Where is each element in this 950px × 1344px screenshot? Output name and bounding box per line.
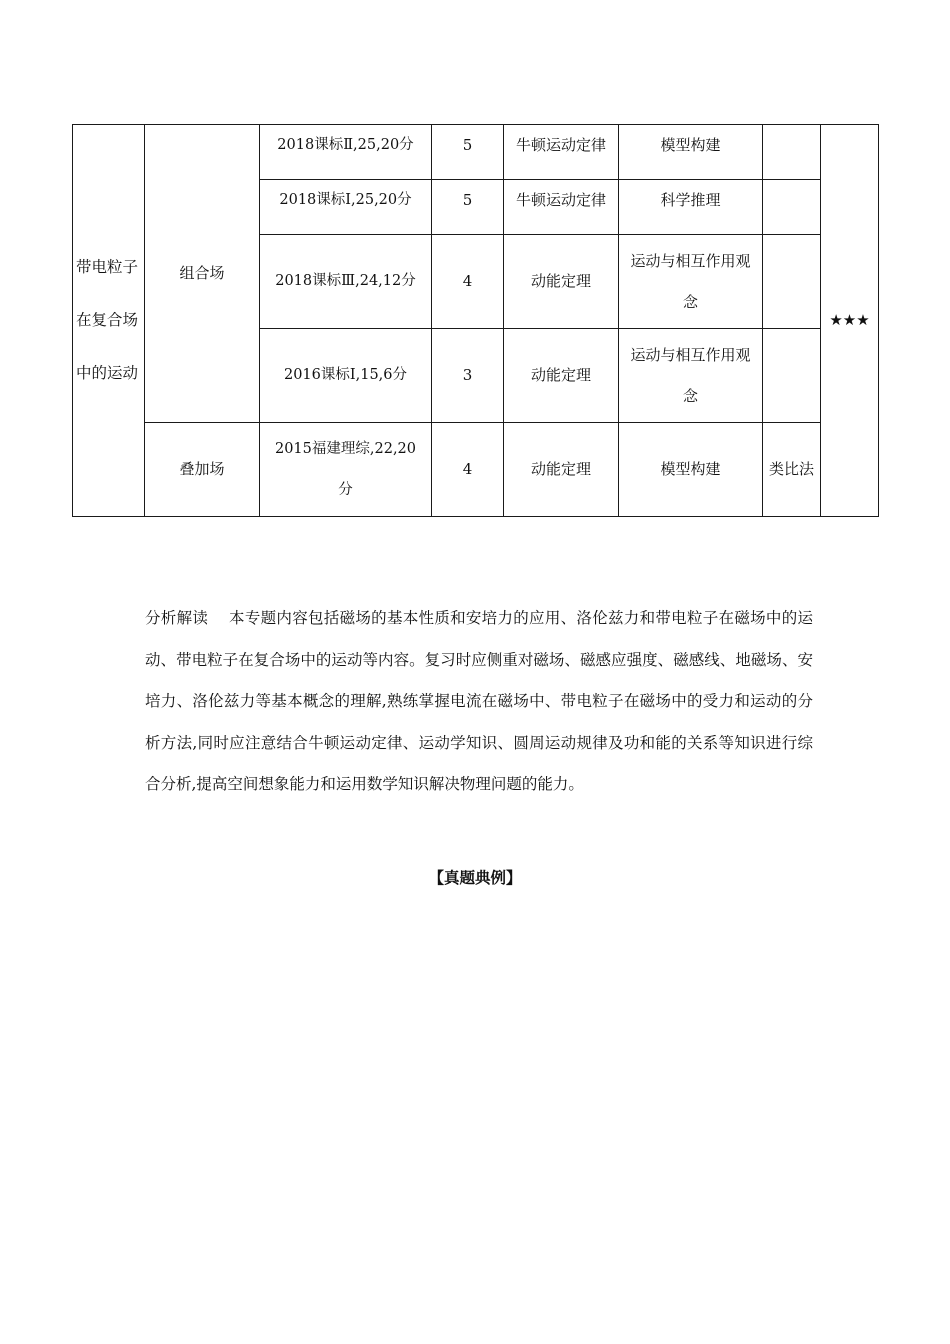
category-cell	[73, 125, 145, 517]
method-cell	[763, 180, 821, 235]
category-line: 在复合场	[76, 311, 139, 329]
method-cell: 类比法	[763, 423, 821, 517]
analysis-paragraph	[145, 598, 813, 806]
table-row	[73, 125, 879, 180]
source-line: 分	[338, 481, 353, 498]
ability-line: 运动与相互作用观	[630, 345, 751, 364]
source-cell	[260, 423, 432, 517]
method-cell	[763, 235, 821, 329]
score-cell: 5	[432, 125, 504, 180]
subcategory-cell: 叠加场	[145, 423, 260, 517]
analysis-label: 分析解读	[145, 609, 209, 627]
source-cell: 2018课标Ⅲ,24,12分	[260, 235, 432, 329]
knowledge-cell: 动能定理	[504, 235, 619, 329]
source-cell: 2016课标Ⅰ,15,6分	[260, 329, 432, 423]
score-cell: 4	[432, 423, 504, 517]
ability-cell: 模型构建	[619, 125, 763, 180]
source-line: 2015福建理综,22,20	[274, 440, 417, 457]
exam-analysis-table	[72, 124, 879, 517]
method-cell	[763, 329, 821, 423]
subcategory-cell: 组合场	[145, 125, 260, 423]
source-cell: 2018课标Ⅱ,25,20分	[260, 125, 432, 180]
knowledge-cell: 牛顿运动定律	[504, 125, 619, 180]
score-cell: 3	[432, 329, 504, 423]
ability-cell	[619, 235, 763, 329]
category-line: 中的运动	[76, 364, 139, 382]
section-title: 【真题典例】	[428, 868, 522, 887]
category-line: 带电粒子	[76, 258, 139, 276]
ability-cell: 模型构建	[619, 423, 763, 517]
ability-line: 念	[682, 386, 698, 405]
table-row	[73, 423, 879, 517]
analysis-text: 本专题内容包括磁场的基本性质和安培力的应用、洛伦兹力和带电粒子在磁场中的运动、带电粒子在复合场中的运动等内容。复习时应侧重对磁场、磁感应强度、磁感线、地磁场、安培力、洛伦兹力等基本概念的理解,熟练掌握电流在磁场中、带电粒子在磁场中的受力和运动的分析方法,同时应注意结合牛顿运动定律、运动学知识、圆周运动规律及功和能的关系等知识进行综合分析,提高空间想象能力和运用数学知识解决物理问题的能力。	[145, 609, 813, 793]
ability-line: 念	[682, 292, 698, 311]
ability-cell: 科学推理	[619, 180, 763, 235]
ability-line: 运动与相互作用观	[630, 251, 751, 270]
score-cell: 4	[432, 235, 504, 329]
ability-cell	[619, 329, 763, 423]
knowledge-cell: 动能定理	[504, 423, 619, 517]
knowledge-cell: 牛顿运动定律	[504, 180, 619, 235]
knowledge-cell: 动能定理	[504, 329, 619, 423]
score-cell: 5	[432, 180, 504, 235]
method-cell	[763, 125, 821, 180]
source-cell: 2018课标Ⅰ,25,20分	[260, 180, 432, 235]
difficulty-stars: ★★★	[821, 125, 879, 517]
